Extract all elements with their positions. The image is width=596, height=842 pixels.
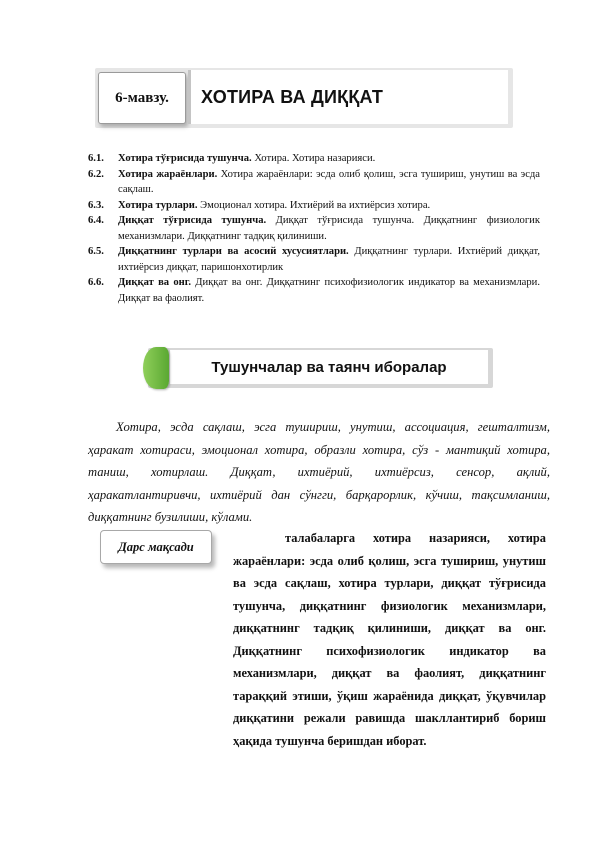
list-item	[88, 198, 540, 214]
list-item-body: Хотира. Хотира назарияси.	[251, 153, 376, 164]
list-item-text	[118, 213, 540, 244]
list-item-number: 6.2.	[88, 168, 104, 180]
page-title-text: ХОТИРА ВА ДИҚҚАТ	[201, 86, 384, 107]
lesson-goal-label: Дарс мақсади	[100, 530, 212, 564]
list-item-number: 6.5.	[88, 246, 104, 257]
leaf-icon	[143, 347, 169, 389]
list-item-text	[118, 167, 540, 198]
concepts-heading: Тушунчалар ва таянч иборалар	[170, 350, 488, 384]
list-item-heading: Диққат ва онг.	[118, 277, 192, 288]
list-item-text	[118, 275, 540, 306]
list-item-body: Диққатнинг турлари. Ихтиёрий диққат, ихтиёрсиз диққат, паришонхотирлик	[118, 246, 541, 273]
list-item-heading: Хотира жараёнлари.	[118, 168, 218, 180]
list-item	[88, 244, 540, 275]
topic-number-label: 6-мавзу.	[98, 72, 186, 124]
list-item-number: 6.4.	[88, 215, 104, 226]
lesson-goal-text: талабаларга хотира назарияси, хотира жараёнлари: эсда олиб қолиш, эсга тушириш, унутиш ва эсда сақлаш, хотира турлари, диққат тўғрисида тушунча, диққатнинг физиологик механизмлари, диққатнинг тадқиқ қилиниши, диққат ва онг. Диққатнинг психофизиологик индикатор ва механизмлари, диққат ва фаолият, диққатнинг тараққий этиши, ўқиш жараёнида диққат, ўқувчилар диққатини режали равишда шакллантириб бориш ҳақида тушунча беришдан иборат.	[233, 531, 546, 748]
page-title	[188, 70, 508, 124]
list-item	[88, 151, 540, 167]
list-item-text	[118, 151, 540, 167]
list-item-heading: Диққат тўғрисида тушунча.	[118, 215, 267, 226]
list-item-heading: Диққатнинг турлари ва асосий хусусиятлари.	[118, 246, 349, 257]
list-item	[88, 275, 540, 306]
list-item-heading: Хотира тўғрисида тушунча.	[118, 153, 252, 164]
list-item-number: 6.3.	[88, 199, 104, 211]
list-item-number: 6.1.	[88, 153, 104, 164]
list-item-text	[118, 198, 540, 214]
list-item-body: Диққат тўғрисида тушунча. Диққатнинг физиологик механизмлари. Диққатнинг тадқиқ қилиниши.	[118, 215, 540, 242]
list-item-number: 6.6.	[88, 277, 104, 288]
list-item-text	[118, 244, 540, 275]
list-item-body: Хотира жараёнлари: эсда олиб қолиш, эсга тушириш, унутиш ва эсда сақлаш.	[118, 168, 540, 195]
list-item-heading: Хотира турлари.	[118, 199, 198, 211]
topic-contents-list	[88, 151, 540, 306]
list-item	[88, 167, 540, 198]
list-item	[88, 213, 540, 244]
list-item-body: Диққат ва онг. Диққатнинг психофизиологик индикатор ва механизмлари. Диққат ва фаолият.	[118, 277, 540, 304]
key-terms-paragraph: Хотира, эсда сақлаш, эсга тушириш, унутиш, ассоциация, гешталтизм, ҳаракат хотираси, эмоционал хотира, образли хотира, сўз - мантиқий хотира, таниш, хотирлаш. Диққат, ихтиёрий, ихтиёрсиз, сенсор, ақлий, ҳаракатлантиривчи, ихтиёрий дан сўнгги, барқарорлик, кўчиш, тақсимланиш, диққатнинг бузилиши, кўлами.	[88, 420, 550, 524]
list-item-body: Эмоционал хотира. Ихтиёрий ва ихтиёрсиз хотира.	[197, 199, 431, 211]
